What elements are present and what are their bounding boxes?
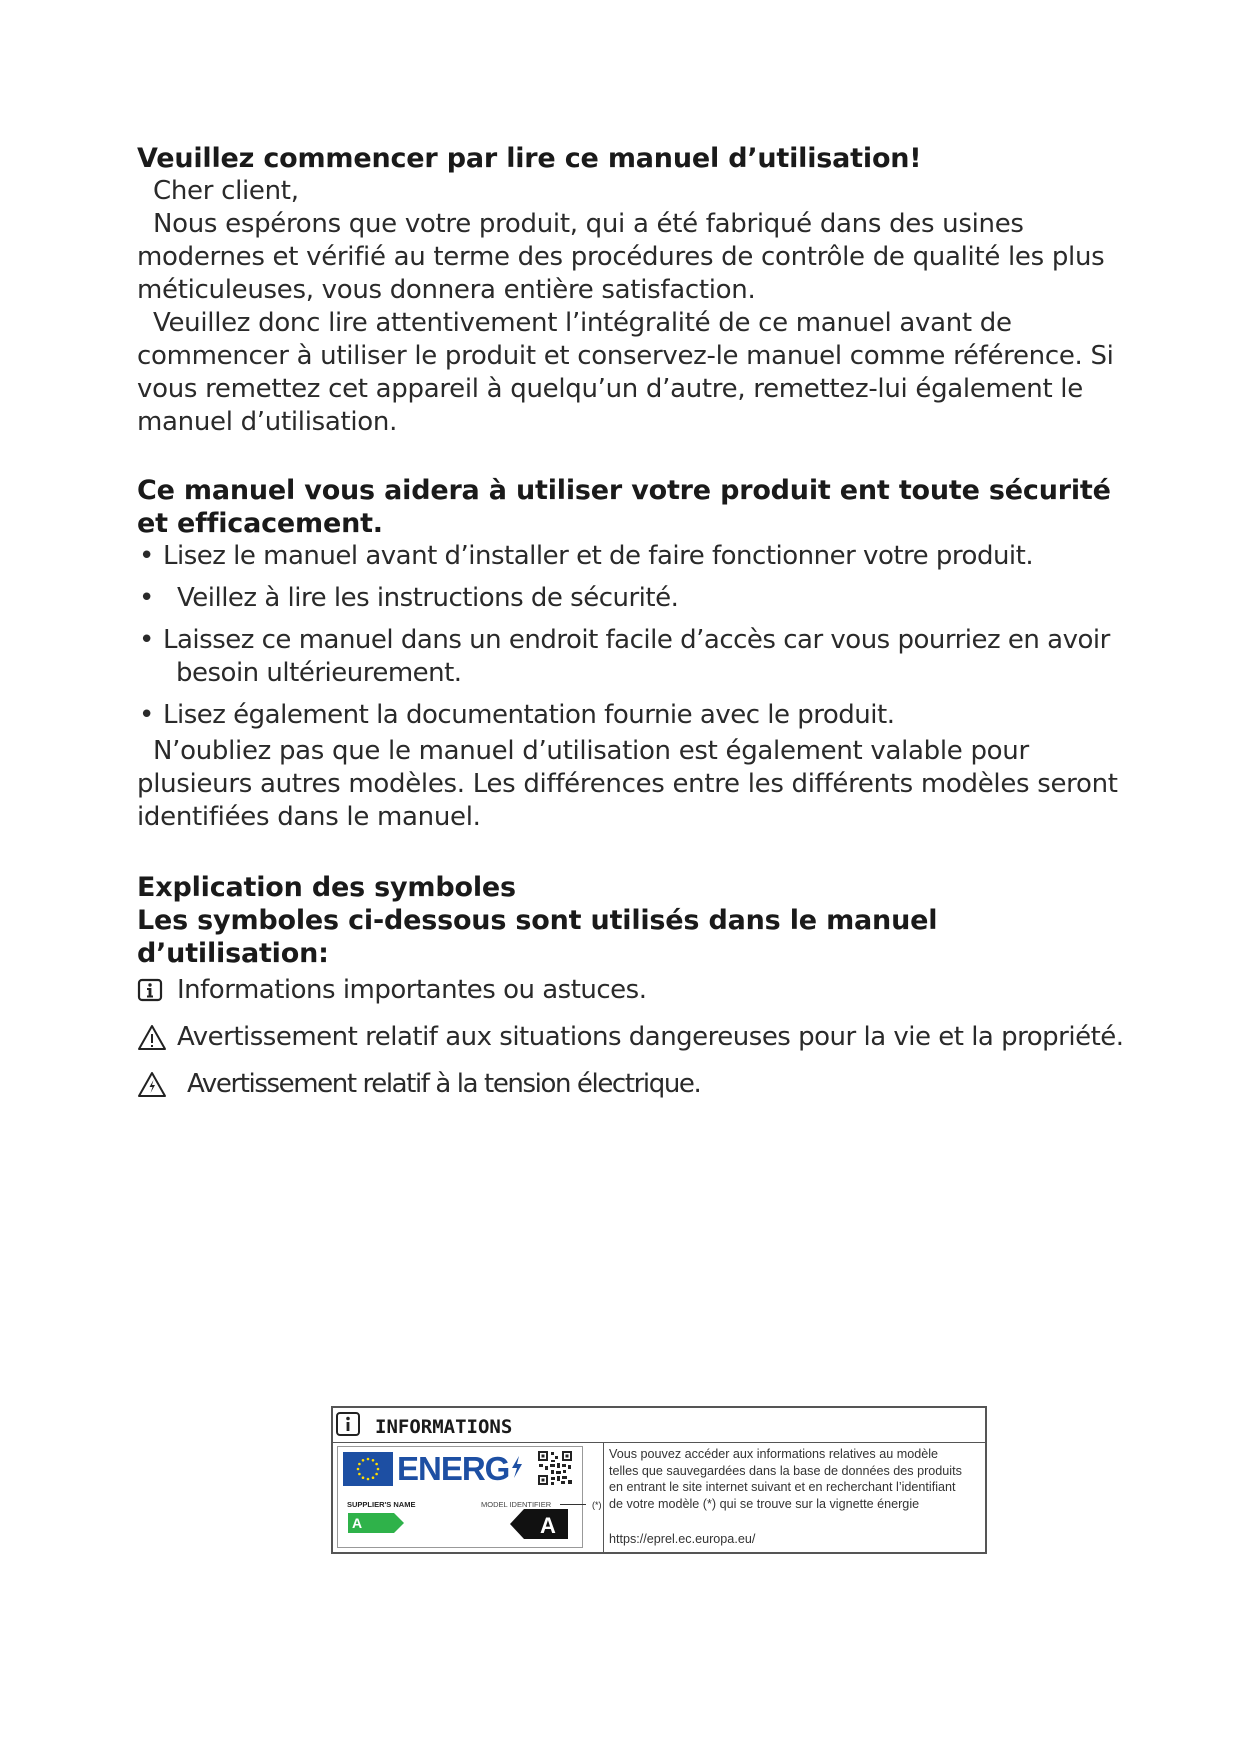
list-item: • Lisez également la documentation fournie avec le produit. xyxy=(139,700,895,730)
symbol-row-warning xyxy=(137,1021,1127,1054)
information-box xyxy=(331,1406,987,1554)
symbol-electric-text: Avertissement relatif à la tension électrique. xyxy=(187,1069,701,1099)
electric-warning-icon xyxy=(137,1070,167,1100)
bullet-text: Veillez à lire les instructions de sécurité. xyxy=(177,583,679,613)
big-energy-class-arrow xyxy=(510,1509,568,1539)
information-header xyxy=(333,1408,985,1443)
list-item: • Laissez ce manuel dans un endroit facile d’accès car vous pourriez en avoir besoin ultérieurement. xyxy=(137,624,1127,690)
intro-paragraph-2: Veuillez donc lire attentivement l’intégralité de ce manuel avant de commencer à utiliser le produit et conservez-le manuel comme référence. Si vous remettez cet appareil à quelqu’un d’autre, remettez-lui également le manuel d’utilisation. xyxy=(137,308,1114,437)
info-icon xyxy=(137,976,167,1006)
intro-paragraph-1: Nous espérons que votre produit, qui a été fabriqué dans des usines modernes et vérifié au terme des procédures de contrôle de qualité les plus méticuleuses, vous donnera entière satisfaction. xyxy=(137,209,1105,305)
bullet-text-continued: besoin ultérieurement. xyxy=(176,658,462,688)
bullet-text: Lisez le manuel avant d’installer et de faire fonctionner votre produit. xyxy=(163,541,1034,571)
lightning-icon xyxy=(509,1456,525,1478)
supplier-name-label: SUPPLIER'S NAME xyxy=(347,1500,416,1509)
information-description: Vous pouvez accéder aux informations relatives au modèle telles que sauvegardées dans la base de données des produits en entrant le site internet suivant et en recherchant l’identifiant de votre modèle (*) qui se trouve sur la vignette énergie xyxy=(609,1447,962,1511)
eprel-url[interactable]: https://eprel.ec.europa.eu/ xyxy=(609,1532,756,1546)
models-note: N’oubliez pas que le manuel d’utilisation est également valable pour plusieurs autres modèles. Les différences entre les différents modèles seront identifiées dans le manuel. xyxy=(137,736,1118,832)
symbol-row-info xyxy=(137,974,1127,1007)
eu-flag-icon xyxy=(343,1452,393,1486)
greeting: Cher client, xyxy=(153,176,299,206)
energy-label xyxy=(337,1446,602,1548)
energy-label-area xyxy=(333,1442,604,1554)
small-energy-class-arrow xyxy=(348,1513,404,1533)
qr-code-icon xyxy=(537,1450,573,1486)
info-icon xyxy=(336,1412,360,1436)
symbols-subheading: Les symboles ci-dessous sont utilisés dans le manuel d’utilisation: xyxy=(137,905,938,969)
model-identifier-label: MODEL IDENTIFIER xyxy=(481,1500,552,1509)
manual-page xyxy=(137,142,1127,1115)
bullet-text: Lisez également la documentation fournie avec le produit. xyxy=(163,700,895,730)
symbols-heading: Explication des symboles xyxy=(137,872,516,903)
guide-bullet-list xyxy=(137,540,1127,732)
arrow-pointer xyxy=(560,1504,586,1505)
big-class-letter: A xyxy=(540,1513,556,1538)
small-class-letter: A xyxy=(352,1515,363,1531)
symbol-info-text: Informations importantes ou astuces. xyxy=(177,975,647,1005)
asterisk-marker: (*) xyxy=(592,1500,602,1510)
list-item: • Lisez le manuel avant d’installer et de faire fonctionner votre produit. xyxy=(139,541,1034,571)
intro-heading: Veuillez commencer par lire ce manuel d’utilisation! xyxy=(137,143,922,174)
symbol-row-electric xyxy=(137,1068,1127,1101)
warning-icon xyxy=(137,1023,167,1053)
information-title: INFORMATIONS xyxy=(375,1416,513,1438)
list-item: • Veillez à lire les instructions de sécurité. xyxy=(139,583,679,613)
bullet-text: Laissez ce manuel dans un endroit facile d’accès car vous pourriez en avoir xyxy=(163,625,1110,655)
energy-logo-text: ENERG xyxy=(397,1450,525,1488)
guide-heading: Ce manuel vous aidera à utiliser votre produit ent toute sécurité et efficacement. xyxy=(137,475,1111,539)
symbol-warning-text: Avertissement relatif aux situations dangereuses pour la vie et la propriété. xyxy=(177,1022,1124,1052)
